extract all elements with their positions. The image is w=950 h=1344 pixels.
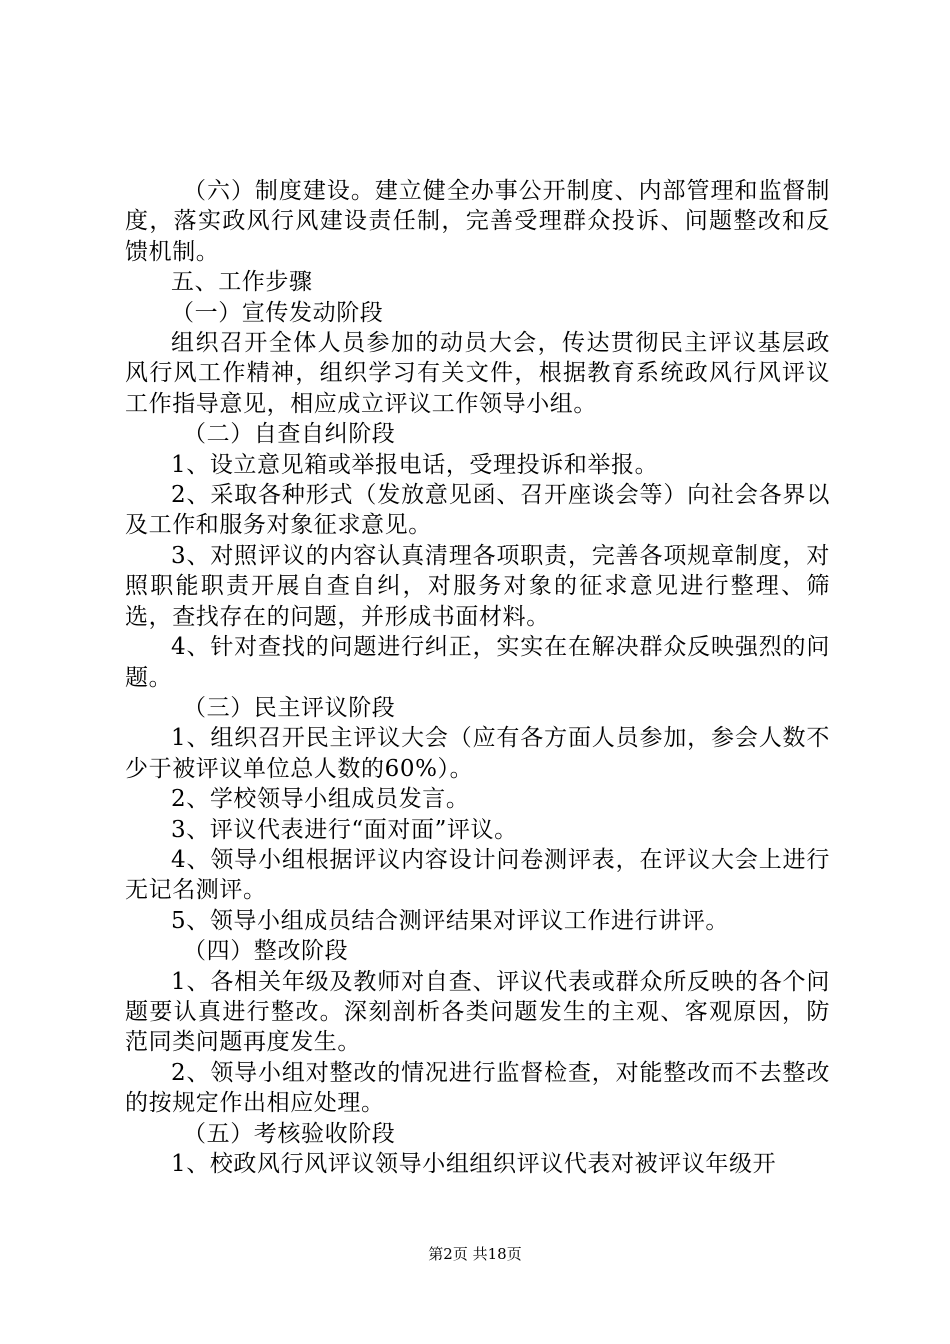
paragraph: （一）宣传发动阶段 [171,299,384,326]
paragraph: 3、对照评议的内容认真清理各项职责，完善各项规章制度，对照职能职责开展自查自纠，对服务对象的征求意见进行整理、筛选，查找存在的问题，并形成书面材料。 [125,542,830,630]
page-number-footer: 第2页 共18页 [428,1245,522,1263]
paragraph: 2、学校领导小组成员发言。 [171,786,470,813]
paragraph: 1、设立意见箱或举报电话，受理投诉和举报。 [171,451,659,478]
paragraph: 4、领导小组根据评议内容设计问卷测评表，在评议大会上进行无记名测评。 [125,846,830,904]
paragraph: 组织召开全体人员参加的动员大会，传达贯彻民主评议基层政风行风工作精神，组织学习有关文件，根据教育系统政风行风评议工作指导意见，相应成立评议工作领导小组。 [125,330,830,417]
paragraph: 2、采取各种形式（发放意见函、召开座谈会等）向社会各界以及工作和服务对象征求意见。 [125,482,830,539]
paragraph: 4、针对查找的问题进行纠正，实实在在解决群众反映强烈的问题。 [125,634,830,691]
paragraph: 3、评议代表进行“面对面”评议。 [171,816,518,843]
paragraph: （三）民主评议阶段 [183,694,396,721]
paragraph: （五）考核验收阶段 [183,1120,396,1147]
paragraph: （六）制度建设。建立健全办事公开制度、内部管理和监督制度，落实政风行风建设责任制，完善受理群众投诉、问题整改和反馈机制。 [125,178,830,265]
paragraph: （二）自查自纠阶段 [183,421,396,448]
paragraph: （四）整改阶段 [183,938,349,965]
paragraph: 1、各相关年级及教师对自查、评议代表或群众所反映的各个问题要认真进行整改。深刻剖析各类问题发生的主观、客观原因，防范同类问题再度发生。 [125,968,830,1056]
paragraph: 2、领导小组对整改的情况进行监督检查，对能整改而不去整改的按规定作出相应处理。 [125,1059,830,1117]
document-body [125,176,830,1179]
paragraph: 1、组织召开民主评议大会（应有各方面人员参加，参会人数不少于被评议单位总人数的60%）。 [125,725,830,782]
paragraph: 五、工作步骤 [171,269,313,296]
paragraph: 1、校政风行风评议领导小组组织评议代表对被评议年级开 [171,1151,777,1177]
paragraph: 5、领导小组成员结合测评结果对评议工作进行讲评。 [171,907,730,934]
